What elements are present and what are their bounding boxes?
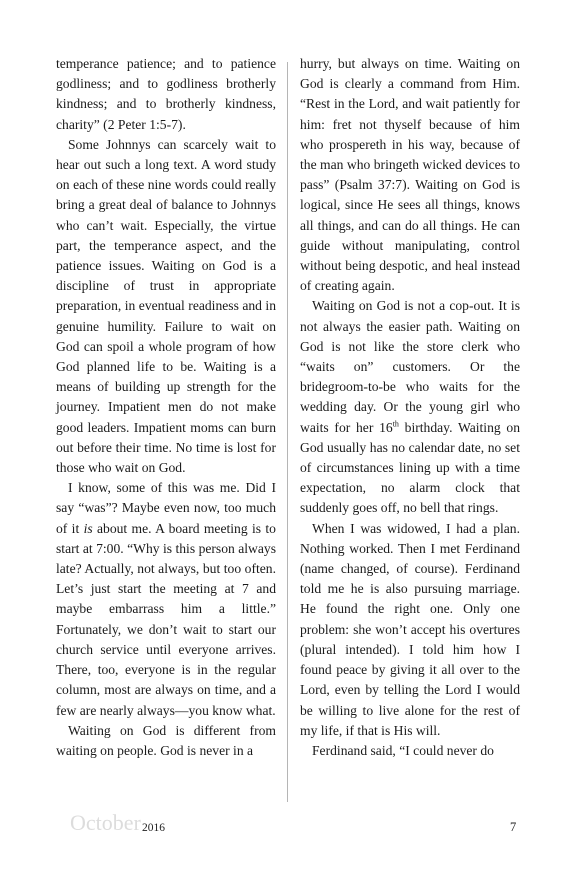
paragraph: hurry, but always on time. Waiting on God is clearly a command from Him. “Rest in the Lord, and wait patiently for him: fret not thyself because of him who prospereth in his way, because of the man who bringeth wicked devices to pass” (Psalm 37:7). Waiting on God is logical, since He sees all things, knows all things, and can do all things. He can guide without manipulating, control without being despotic, and heal instead of creating again. (300, 56, 520, 294)
paragraph: Some Johnnys can scarcely wait to hear out such a long text. A word study on each of these nine words could really bring a great deal of balance to Johnnys who can’t wait. Especially, the virtue part, the temperance aspect, and the patience issues. Waiting on God is a discipline of trust in appropriate preparation, in eventual readiness and in genuine humility. Failure to wait on God can spoil a whole program of how God planned life to be. Waiting is a means of building up strength for the journey. Impatient men do not make good leaders. Impatient moms can burn out before their time. No time is lost for those who wait on God. (56, 136, 276, 476)
paragraph: Waiting on God is different from waiting on people. God is never in a (56, 722, 276, 758)
paragraph: temperance patience; and to patience godliness; and to godliness brotherly kindness; and to brotherly kindness, charity” (2 Peter 1:5-7). (56, 56, 276, 132)
paragraph (300, 296, 520, 518)
page-number: 7 (510, 820, 517, 834)
paragraph (56, 478, 276, 720)
text-run: about me. A board meeting is to start at 7:00. “Why is this person always late? Actually, not always, but too often. Let’s just start the meeting at 7 and maybe embarrass him a little.” Fortunately, we don’t wait to start our church service until everyone arrives. There, too, everyone is in the regular column, most are always on time, and a few are nearly always—you know what. (56, 520, 276, 718)
text-run: I know, some of this was me. Did I say “was”? Maybe even now, too much of it (56, 480, 276, 536)
ordinal-suffix: th (392, 419, 399, 429)
footer-month: October (70, 810, 141, 835)
text-run: birthday. Waiting on God usually has no calendar date, no set of circumstances lining up with a time expectation, no alarm clock that suddenly goes off, no bell that rings. (300, 419, 520, 516)
right-column (300, 54, 520, 761)
left-column (56, 54, 276, 761)
column-divider (287, 62, 288, 802)
text-run: Waiting on God is not a cop-out. It is not always the easier path. Waiting on God is not like the store clerk who “waits on” customers. Or the bridegroom-to-be who waits for the wedding day. Or the young girl who waits for her 16 (300, 298, 520, 435)
footer-year: 2016 (142, 822, 165, 834)
paragraph: When I was widowed, I had a plan. Nothing worked. Then I met Ferdinand (name changed, of course). Ferdinand told me he is also pursuing marriage. He found the right one. Only one problem: she won’t accept his overtures (plural intended). I told him how I found peace by giving it all over to the Lord, even by telling the Lord I would be willing to live alone for the rest of my life, if that is His will. (300, 520, 520, 738)
paragraph: Ferdinand said, “I could never do (312, 742, 494, 758)
emphasis: is (83, 520, 93, 536)
